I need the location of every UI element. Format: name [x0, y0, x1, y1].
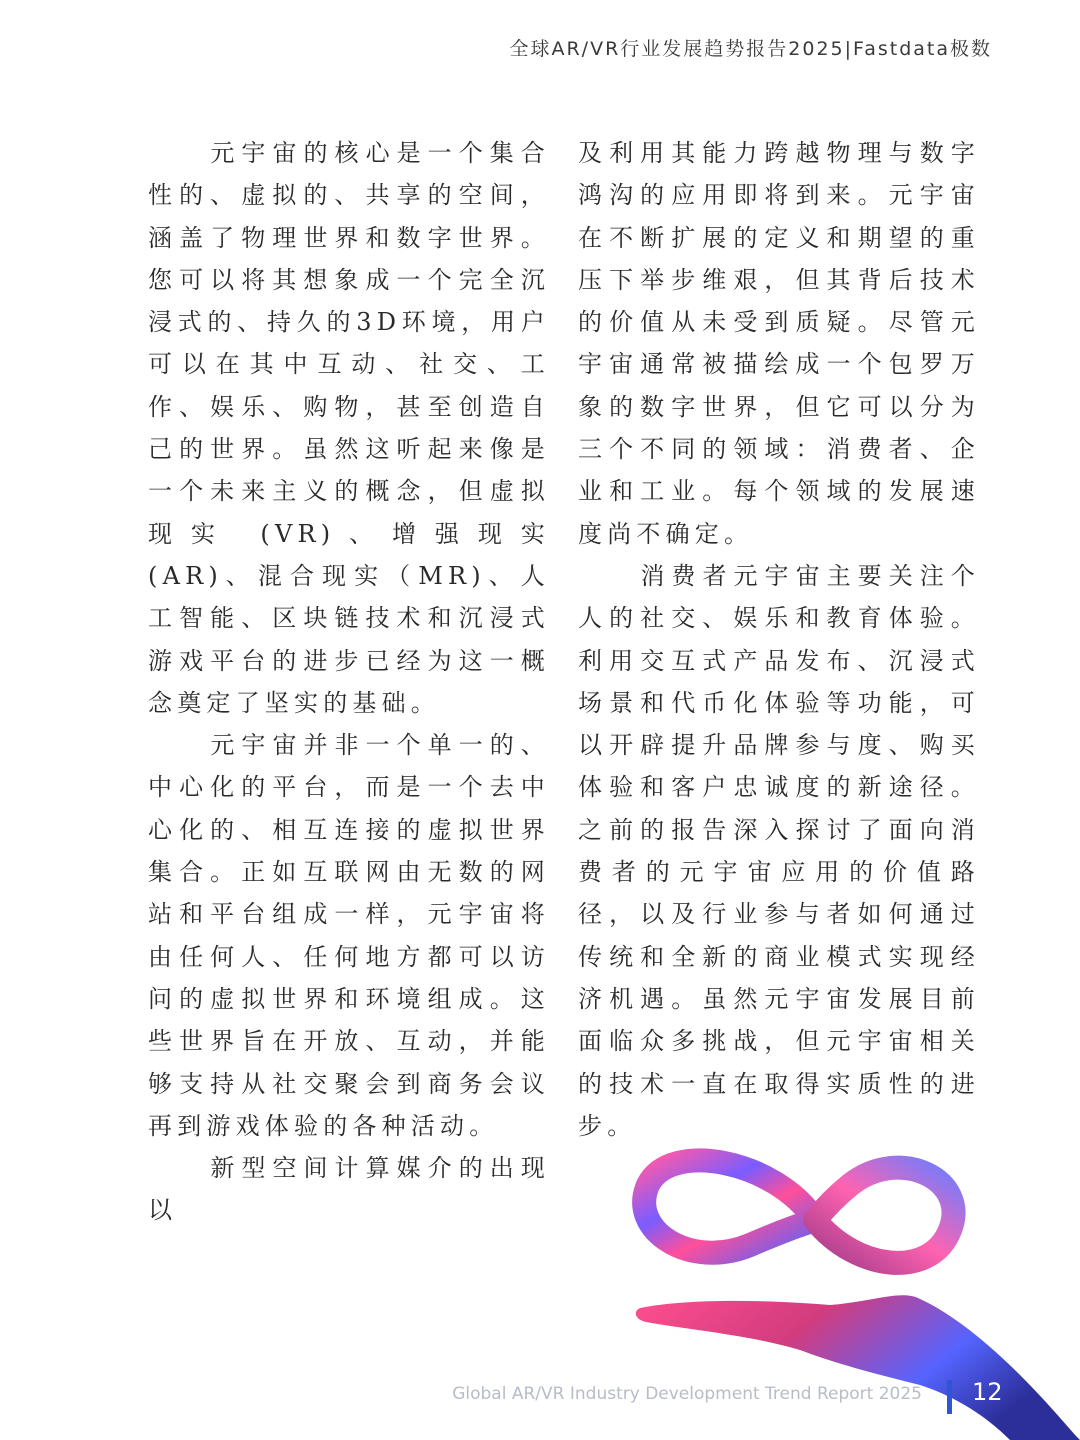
paragraph: 消费者元宇宙主要关注个人的社交、娱乐和教育体验。利用交互式产品发布、沉浸式场景和代币化体验等功能，可以开辟提升品牌参与度、购买体验和客户忠诚度的新途径。之前的报告深入探讨了面向消费者的元宇宙应用的价值路径，以及行业参与者如何通过传统和全新的商业模式实现经济机遇。虽然元宇宙发展目前面临众多挑战，但元宇宙相关的技术一直在取得实质性的进步。: [578, 561, 980, 1140]
report-header: 全球AR/VR行业发展趋势报告2025|Fastdata极数: [509, 38, 992, 60]
paragraph: 元宇宙并非一个单一的、中心化的平台，而是一个去中心化的、相互连接的虚拟世界集合。正如互联网由无数的网站和平台组成一样，元宇宙将由任何人、任何地方都可以访问的虚拟世界和环境组成。这些世界旨在开放、互动，并能够支持从社交聚会到商务会议再到游戏体验的各种活动。: [148, 731, 550, 1140]
footer-report-name: Global AR/VR Industry Development Trend Report 2025: [452, 1384, 922, 1404]
paragraph-continued: 及利用其能力跨越物理与数字鸿沟的应用即将到来。元宇宙在不断扩展的定义和期望的重压下举步维艰，但其背后技术的价值从未受到质疑。尽管元宇宙通常被描绘成一个包罗万象的数字世界，但它可以分为三个不同的领域：消费者、企业和工业。每个领域的发展速度尚不确定。: [578, 139, 980, 548]
page-number: 12: [972, 1378, 1003, 1406]
paragraph: 元宇宙的核心是一个集合性的、虚拟的、共享的空间，涵盖了物理世界和数字世界。您可以将其想象成一个完全沉浸式的、持久的3D环境，用户可以在其中互动、社交、工作、娱乐、购物，甚至创造自己的世界。虽然这听起来像是一个未来主义的概念，但虚拟现实 (VR)、增强现实 (AR)、混合现实（MR)、人工智能、区块链技术和沉浸式游戏平台的进步已经为这一概念奠定了坚实的基础。: [148, 139, 550, 717]
right-text-column: [578, 132, 980, 1147]
left-text-column: [148, 132, 550, 1232]
footer-accent-bar: [947, 1380, 952, 1414]
paragraph: 新型空间计算媒介的出现以: [148, 1154, 550, 1225]
